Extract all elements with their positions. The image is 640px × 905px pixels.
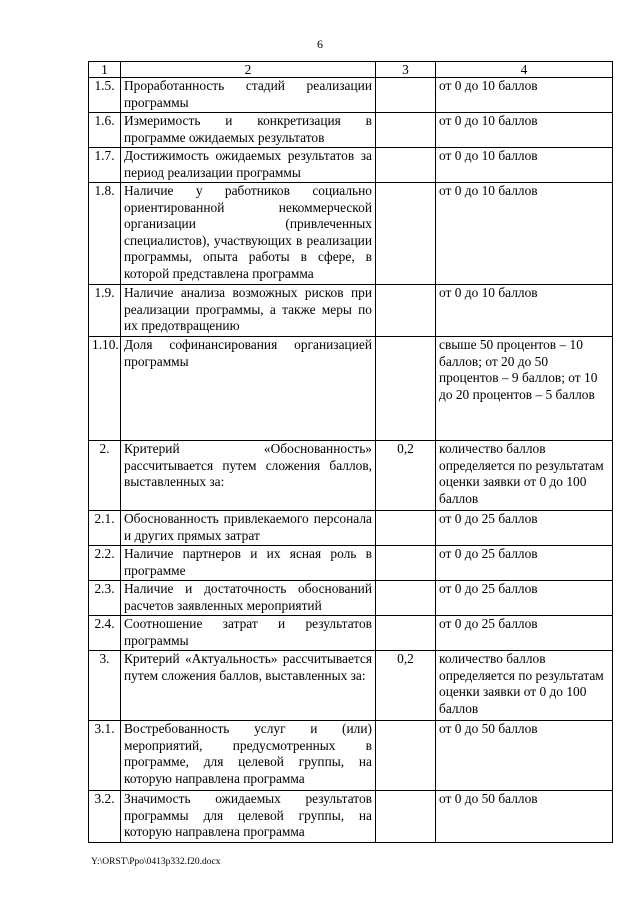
table-row bbox=[89, 183, 613, 285]
table-row bbox=[89, 511, 613, 546]
table-row bbox=[89, 148, 613, 183]
table-row bbox=[89, 78, 613, 113]
table-row bbox=[89, 337, 613, 441]
criterion-score: от 0 до 10 баллов bbox=[436, 285, 613, 337]
row-number: 3. bbox=[89, 651, 121, 721]
table-row bbox=[89, 285, 613, 337]
criterion-weight bbox=[376, 285, 436, 337]
row-number: 1.5. bbox=[89, 78, 121, 113]
criterion-weight bbox=[376, 78, 436, 113]
criterion-score: от 0 до 10 баллов bbox=[436, 148, 613, 183]
criterion-text: Наличие партнеров и их ясная роль в программе bbox=[121, 546, 376, 581]
criterion-text: Критерий «Обоснованность» рассчитывается путем сложения баллов, выставленных за: bbox=[121, 441, 376, 511]
table-row bbox=[89, 581, 613, 616]
criterion-score: количество баллов определяется по результатам оценки заявки от 0 до 100 баллов bbox=[436, 651, 613, 721]
criterion-score: от 0 до 50 баллов bbox=[436, 721, 613, 791]
header-cell: 1 bbox=[89, 62, 121, 78]
criterion-text: Измеримость и конкретизация в программе ожидаемых результатов bbox=[121, 113, 376, 148]
criterion-weight bbox=[376, 721, 436, 791]
row-number: 3.2. bbox=[89, 791, 121, 843]
criterion-score: от 0 до 25 баллов bbox=[436, 546, 613, 581]
criterion-weight bbox=[376, 148, 436, 183]
table-row bbox=[89, 616, 613, 651]
criterion-weight bbox=[376, 183, 436, 285]
table-row bbox=[89, 113, 613, 148]
header-cell: 3 bbox=[376, 62, 436, 78]
document-path-footer: Y:\ORST\Ppo\0413p332.f20.docx bbox=[91, 857, 221, 867]
row-number: 2.3. bbox=[89, 581, 121, 616]
row-number: 1.7. bbox=[89, 148, 121, 183]
criterion-score: от 0 до 10 баллов bbox=[436, 113, 613, 148]
criterion-score: от 0 до 25 баллов bbox=[436, 511, 613, 546]
criterion-text: Достижимость ожидаемых результатов за период реализации программы bbox=[121, 148, 376, 183]
table-row bbox=[89, 651, 613, 721]
criterion-score: количество баллов определяется по результатам оценки заявки от 0 до 100 баллов bbox=[436, 441, 613, 511]
table-header-row bbox=[89, 62, 613, 78]
row-number: 3.1. bbox=[89, 721, 121, 791]
row-number: 1.10. bbox=[89, 337, 121, 441]
row-number: 2.2. bbox=[89, 546, 121, 581]
criterion-weight bbox=[376, 546, 436, 581]
criterion-weight bbox=[376, 337, 436, 441]
row-number: 1.8. bbox=[89, 183, 121, 285]
criterion-weight bbox=[376, 113, 436, 148]
table-row bbox=[89, 441, 613, 511]
criterion-score: от 0 до 10 баллов bbox=[436, 183, 613, 285]
criterion-score: от 0 до 25 баллов bbox=[436, 616, 613, 651]
row-number: 2.4. bbox=[89, 616, 121, 651]
table-row bbox=[89, 721, 613, 791]
criterion-text: Наличие и достаточность обоснований расчетов заявленных мероприятий bbox=[121, 581, 376, 616]
criterion-score: от 0 до 50 баллов bbox=[436, 791, 613, 843]
criterion-text: Наличие анализа возможных рисков при реализации программы, а также меры по их предотвращению bbox=[121, 285, 376, 337]
row-number: 1.9. bbox=[89, 285, 121, 337]
criterion-text: Наличие у работников социально ориентированной некоммерческой организации (привлеченных специалистов), участвующих в реализации программы, опыта работы в сфере, в которой представлена программа bbox=[121, 183, 376, 285]
header-cell: 4 bbox=[436, 62, 613, 78]
criterion-text: Обоснованность привлекаемого персонала и других прямых затрат bbox=[121, 511, 376, 546]
row-number: 2.1. bbox=[89, 511, 121, 546]
criterion-text: Проработанность стадий реализации программы bbox=[121, 78, 376, 113]
row-number: 1.6. bbox=[89, 113, 121, 148]
criterion-weight bbox=[376, 616, 436, 651]
criterion-weight bbox=[376, 581, 436, 616]
criterion-score: от 0 до 25 баллов bbox=[436, 581, 613, 616]
table-row bbox=[89, 791, 613, 843]
criterion-score: от 0 до 10 баллов bbox=[436, 78, 613, 113]
criterion-weight bbox=[376, 511, 436, 546]
criterion-text: Критерий «Актуальность» рассчитывается путем сложения баллов, выставленных за: bbox=[121, 651, 376, 721]
criterion-weight: 0,2 bbox=[376, 441, 436, 511]
criterion-score: свыше 50 процентов – 10 баллов; от 20 до 50 процентов – 9 баллов; от 10 до 20 процентов – 5 баллов bbox=[436, 337, 613, 441]
criterion-weight bbox=[376, 791, 436, 843]
table-row bbox=[89, 546, 613, 581]
criterion-text: Значимость ожидаемых результатов программы для целевой группы, на которую направлена программа bbox=[121, 791, 376, 843]
header-cell: 2 bbox=[121, 62, 376, 78]
criterion-text: Соотношение затрат и результатов программы bbox=[121, 616, 376, 651]
criterion-text: Доля софинансирования организацией программы bbox=[121, 337, 376, 441]
page-number: 6 bbox=[317, 37, 323, 51]
row-number: 2. bbox=[89, 441, 121, 511]
criterion-text: Востребованность услуг и (или) мероприятий, предусмотренных в программе, для целевой группы, на которую направлена программа bbox=[121, 721, 376, 791]
criteria-table bbox=[88, 61, 613, 843]
criterion-weight: 0,2 bbox=[376, 651, 436, 721]
